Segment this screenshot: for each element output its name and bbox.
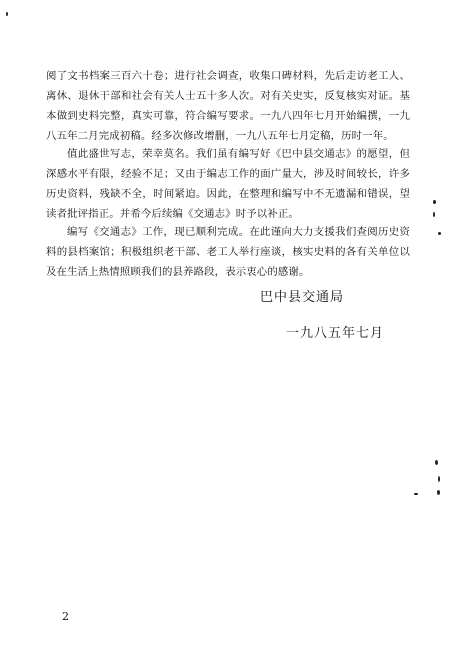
paragraph-2: 值此盛世写志，荣幸莫名。我们虽有编写好《巴中县交通志》的愿望，但深感水平有限，经验不足；又由于编志工作的面广量大，涉及时间较长，许多历史资料，残缺不全，时间紧迫。因此，在整理和编写中不无遗漏和错误，望读者批评指正。并希今后续编《交通志》时予以补正。 [46,148,410,220]
scan-mark [438,476,440,482]
paragraph-3: 编写《交通志》工作，现已顺利完成。在此谨向大力支援我们查阅历史资料的县档案馆；积极组织老干部、老工人举行座谈，核实史料的各有关单位以及在生活上热情照顾我们的县养路段，表示衷心的感谢。 [46,226,410,278]
scan-mark [437,490,440,495]
scan-mark [6,12,8,16]
scan-mark [433,212,435,217]
scan-mark [433,200,436,204]
signature-organization: 巴中县交通局 [260,290,345,305]
signature-date: 一九八五年七月 [286,326,385,341]
paragraph-1: 阅了文书档案三百六十卷；进行社会调查，收集口碑材料，先后走访老工人、离休、退休干部和社会有关人士五十多人次。对有关史实，反复核实对证。基本做到史料完整，真实可靠，符合编写要求。一九八四年七月开始编撰，一九八五年二月完成初稿。经多次修改增删，一九八五年七月定稿，历时一年。 [46,70,410,142]
scan-mark [414,493,418,495]
scan-mark [438,232,441,235]
page-number: 2 [62,610,69,623]
scan-mark [435,460,438,465]
